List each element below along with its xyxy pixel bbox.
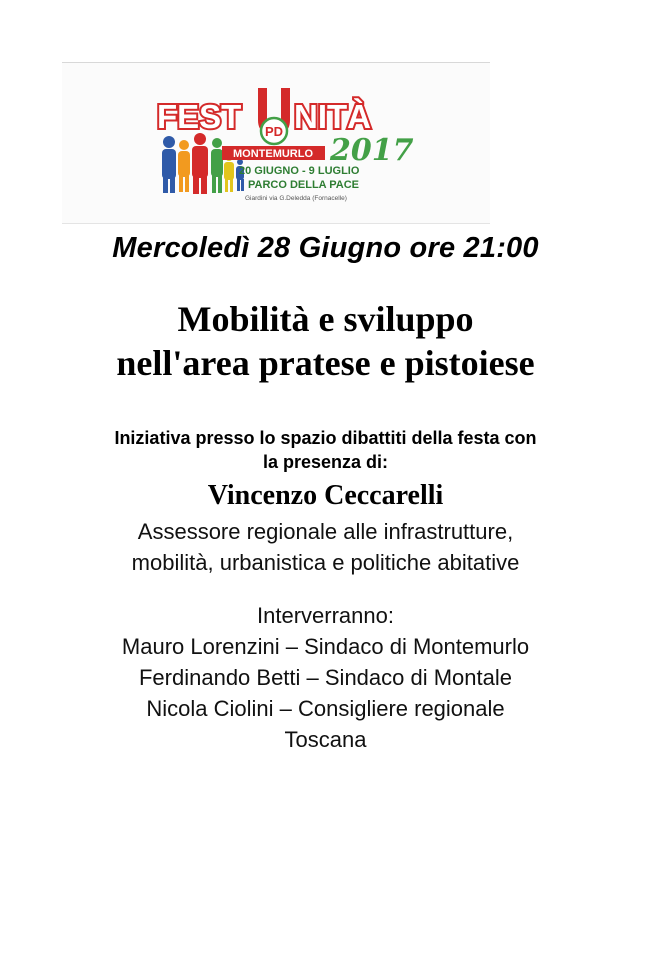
logo-address: Giardini via G.Deledda (Fornacelle) [245, 195, 347, 202]
event-logo-banner [62, 62, 490, 224]
pd-emblem-icon [261, 118, 287, 144]
event-title-line-1: Mobilità e sviluppo [177, 299, 474, 339]
event-intro [0, 426, 651, 474]
logo-title-right: NITÀ [294, 98, 371, 135]
speaker-line: Ferdinando Betti – Sindaco di Montale [138, 665, 512, 690]
event-title [0, 297, 651, 385]
main-speaker-role [0, 516, 651, 578]
event-intro-line-2: la presenza di: [262, 452, 389, 472]
svg-text:PD: PD [264, 124, 284, 139]
speaker-line: Toscana [284, 727, 367, 752]
logo-venue: PARCO DELLA PACE [248, 179, 360, 191]
event-title-line-2: nell'area pratese e pistoiese [116, 343, 535, 383]
event-intro-line-1: Iniziativa presso lo spazio dibattiti della festa con [114, 428, 537, 448]
people-silhouettes-icon [162, 133, 244, 194]
logo-year: 2017 [330, 133, 414, 168]
speaker-line: Nicola Ciolini – Consigliere regionale [146, 696, 505, 721]
main-speaker-role-line-1: Assessore regionale alle infrastrutture, [137, 519, 514, 544]
logo-title-left: FEST [157, 98, 242, 135]
main-speaker-name: Vincenzo Ceccarelli [207, 480, 444, 511]
logo-dates: 20 GIUGNO - 9 LUGLIO [239, 165, 360, 177]
festa-unita-logo [62, 63, 490, 223]
speakers-heading: Interverranno: [257, 603, 394, 628]
event-date-time: Mercoledì 28 Giugno ore 21:00 [112, 232, 539, 264]
logo-location: MONTEMURLO [232, 148, 314, 160]
main-speaker-role-line-2: mobilità, urbanistica e politiche abitative [131, 550, 520, 575]
speakers-list [0, 600, 651, 755]
speaker-line: Mauro Lorenzini – Sindaco di Montemurlo [121, 634, 530, 659]
